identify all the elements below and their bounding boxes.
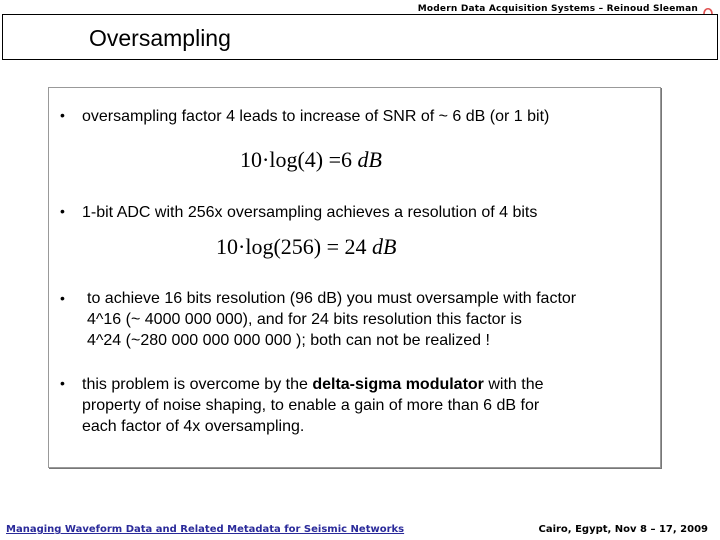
bullet-dot: • xyxy=(60,375,65,391)
bullet-line: each factor of 4x oversampling. xyxy=(82,418,305,435)
bullet-delta-sigma xyxy=(82,374,544,437)
header-course-title: Modern Data Acquisition Systems – Reinoud Sleeman xyxy=(417,4,698,14)
formula-log4-unit: dB xyxy=(357,147,382,172)
formula-log256 xyxy=(216,234,396,260)
bullet-line: 4^24 (~280 000 000 000 000 ); both can not be realized ! xyxy=(87,332,490,349)
bullet-line: 4^16 (~ 4000 000 000), and for 24 bits resolution this factor is xyxy=(87,311,522,328)
formula-log4-expression: 10·log(4) =6 xyxy=(240,147,352,172)
bullet-line xyxy=(82,374,544,395)
footer-workshop-link[interactable]: Managing Waveform Data and Related Metadata for Seismic Networks xyxy=(6,524,405,535)
formula-log4 xyxy=(240,147,382,173)
bullet-text: with the xyxy=(483,376,544,393)
footer-divider xyxy=(2,519,718,520)
formula-log256-expression: 10·log(256) = 24 xyxy=(216,234,367,259)
bullet-line: to achieve 16 bits resolution (96 dB) you must oversample with factor xyxy=(87,290,577,307)
bullet-text: this problem is overcome by the xyxy=(82,376,313,393)
bullet-dot: • xyxy=(60,290,65,306)
delta-sigma-term: delta-sigma modulator xyxy=(312,376,484,393)
bullet-dot: • xyxy=(60,107,65,123)
slide-title: Oversampling xyxy=(89,25,231,51)
footer-location-date: Cairo, Egypt, Nov 8 – 17, 2009 xyxy=(538,524,708,535)
bullet-16bit-resolution xyxy=(87,288,576,351)
formula-log256-unit: dB xyxy=(372,234,397,259)
bullet-oversampling-factor: oversampling factor 4 leads to increase of SNR of ~ 6 dB (or 1 bit) xyxy=(82,108,550,125)
bullet-1bit-adc: 1-bit ADC with 256x oversampling achieves a resolution of 4 bits xyxy=(82,204,538,221)
bullet-dot: • xyxy=(60,203,65,219)
bullet-line: property of noise shaping, to enable a gain of more than 6 dB for xyxy=(82,397,540,414)
